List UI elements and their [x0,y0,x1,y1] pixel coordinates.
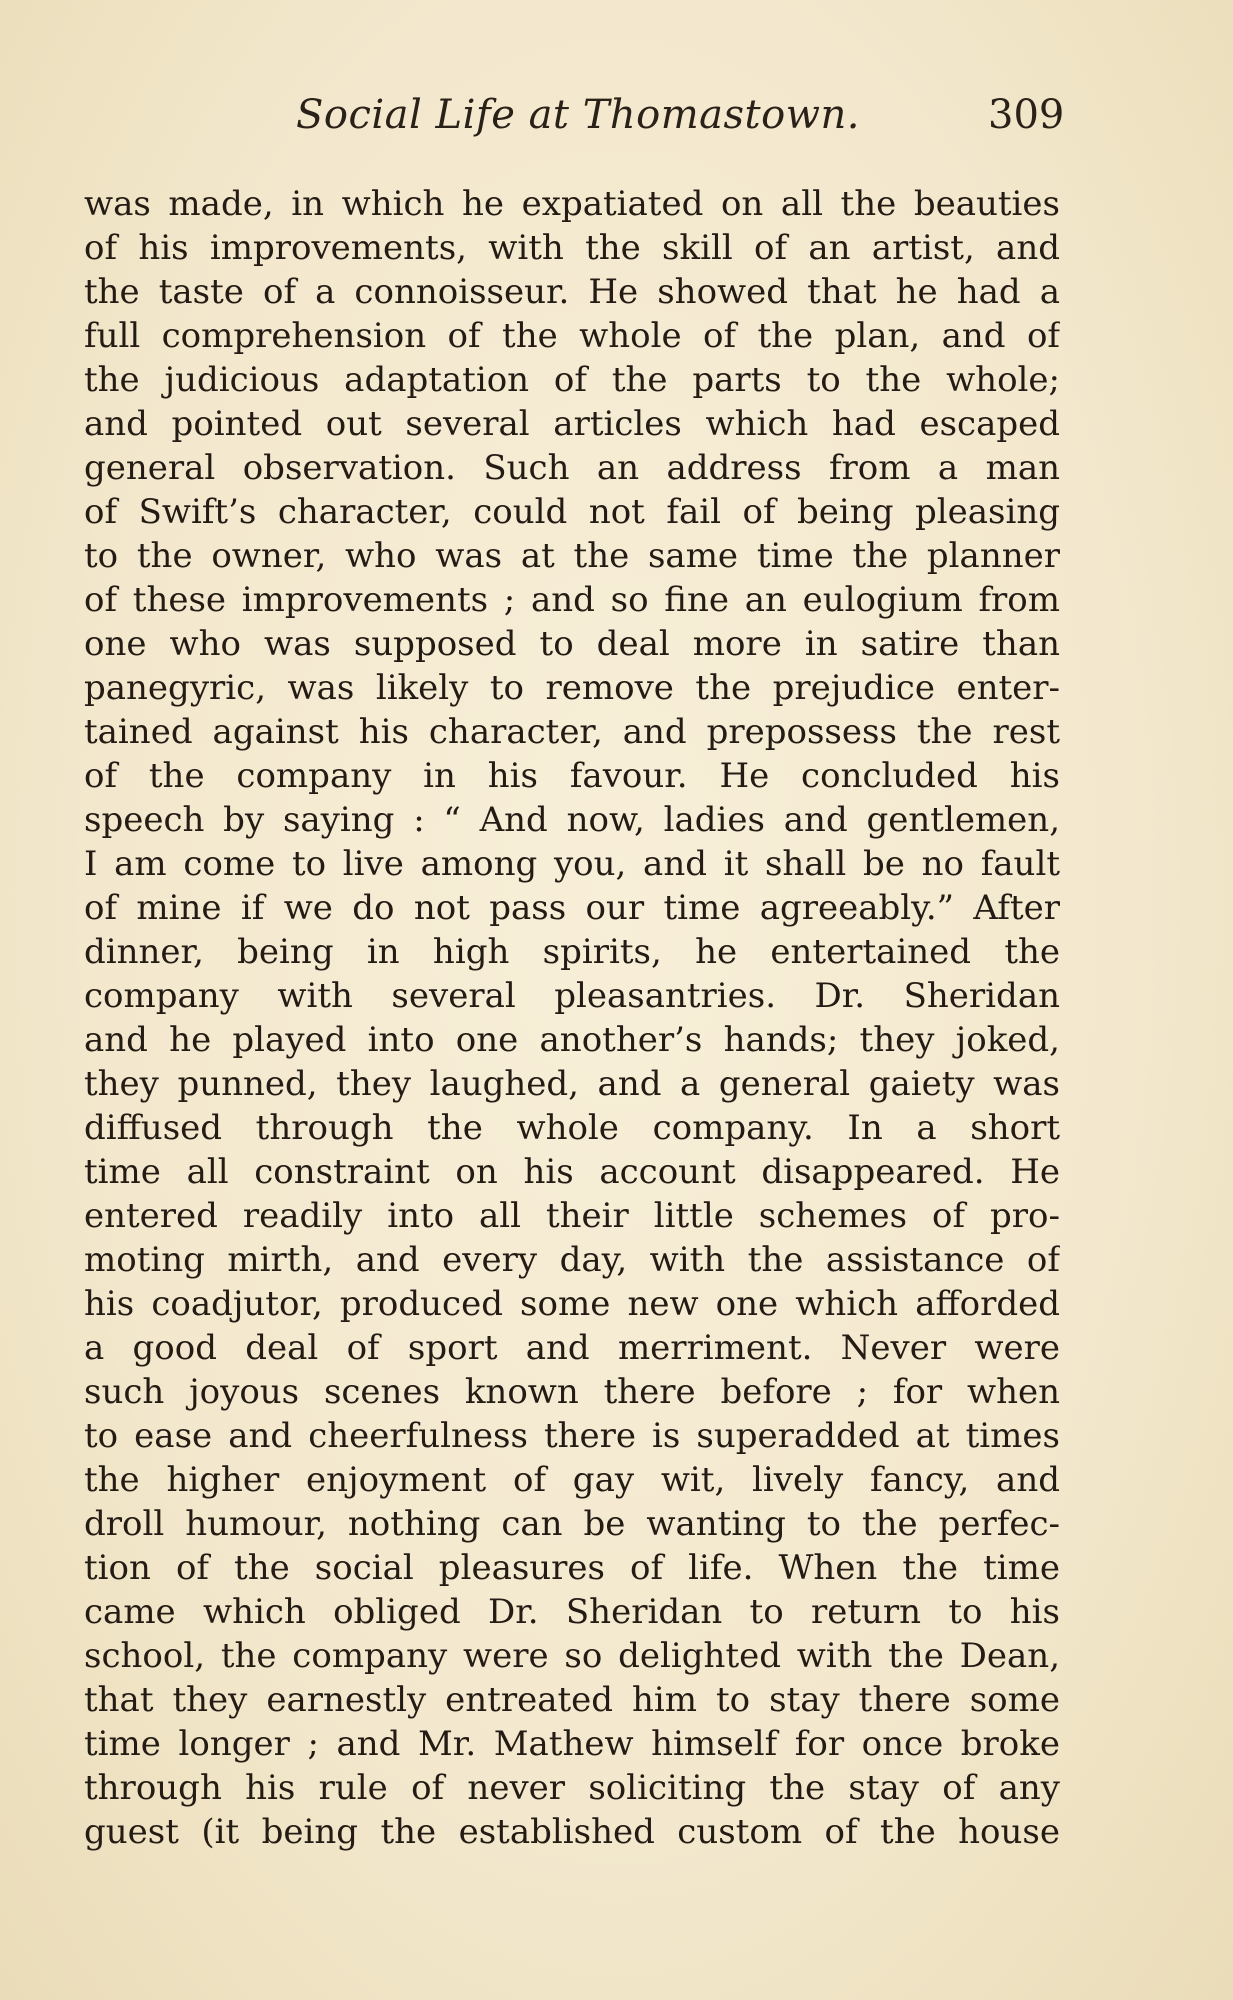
text-line: tion of the social pleasures of life. When the time [84,1548,1060,1588]
text-line: guest (it being the established custom of the house [84,1812,1060,1852]
text-line: general observation. Such an address from a man [84,448,1060,488]
text-line: of these improvements ; and so fine an eulogium from [84,580,1060,620]
text-line: they punned, they laughed, and a general gaiety was [84,1064,1060,1104]
page-number: 309 [988,92,1065,138]
text-line: tained against his character, and prepossess the rest [84,712,1060,752]
text-line: the higher enjoyment of gay wit, lively fancy, and [84,1460,1060,1500]
text-line: was made, in which he expatiated on all the beauties [84,184,1060,224]
text-line: came which obliged Dr. Sheridan to return to his [84,1592,1060,1632]
text-line: time longer ; and Mr. Mathew himself for once broke [84,1724,1060,1764]
text-line: panegyric, was likely to remove the prejudice enter- [84,668,1060,708]
text-line: that they earnestly entreated him to stay there some [84,1680,1060,1720]
text-line: and he played into one another’s hands; they joked, [84,1020,1060,1060]
text-line: such joyous scenes known there before ; for when [84,1372,1060,1412]
text-line: of the company in his favour. He concluded his [84,756,1060,796]
text-line: entered readily into all their little schemes of pro- [84,1196,1060,1236]
text-line: a good deal of sport and merriment. Never were [84,1328,1060,1368]
text-line: the judicious adaptation of the parts to the whole; [84,360,1060,400]
text-line: of his improvements, with the skill of an artist, and [84,228,1060,268]
text-line: his coadjutor, produced some new one which afforded [84,1284,1060,1324]
text-line: company with several pleasantries. Dr. Sheridan [84,976,1060,1016]
text-line: full comprehension of the whole of the plan, and of [84,316,1060,356]
text-line: I am come to live among you, and it shall be no fault [84,844,1060,884]
body-text [84,182,1060,1854]
running-title: Social Life at Thomastown. [296,92,860,138]
text-line: one who was supposed to deal more in satire than [84,624,1060,664]
text-line: to the owner, who was at the same time the planner [84,536,1060,576]
text-line: dinner, being in high spirits, he entertained the [84,932,1060,972]
text-line: through his rule of never soliciting the stay of any [84,1768,1060,1808]
text-line: and pointed out several articles which had escaped [84,404,1060,444]
text-line: speech by saying : “ And now, ladies and gentlemen, [84,800,1060,840]
text-line: time all constraint on his account disappeared. He [84,1152,1060,1192]
text-line: diffused through the whole company. In a short [84,1108,1060,1148]
text-line: to ease and cheerfulness there is superadded at times [84,1416,1060,1456]
page-header [0,92,1233,152]
text-line: the taste of a connoisseur. He showed that he had a [84,272,1060,312]
text-line: of mine if we do not pass our time agreeably.” After [84,888,1060,928]
text-line: droll humour, nothing can be wanting to the perfec- [84,1504,1060,1544]
text-line: moting mirth, and every day, with the assistance of [84,1240,1060,1280]
text-line: of Swift’s character, could not fail of being pleasing [84,492,1060,532]
text-line: school, the company were so delighted with the Dean, [84,1636,1060,1676]
